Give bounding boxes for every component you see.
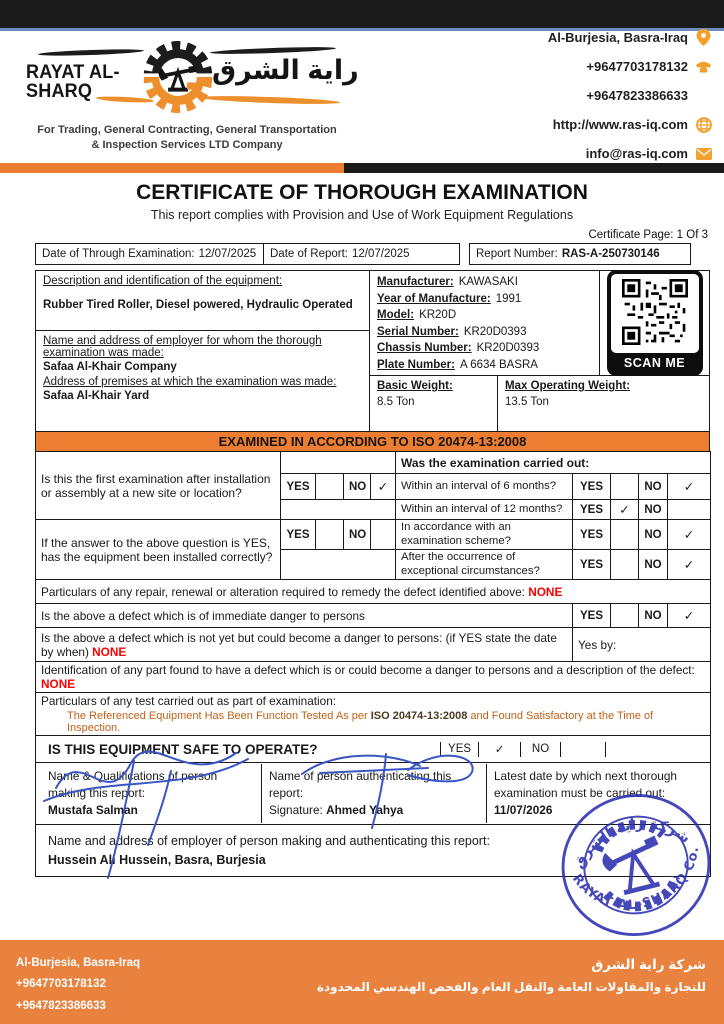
contact-phone-1: +9647703178132 xyxy=(548,52,712,81)
equipment-details xyxy=(35,270,710,432)
logo-swoosh-left xyxy=(38,48,144,57)
employer-premises-cell: Name and address of employer for whom the thorough examination was made: Safaa Al-Khair Company Address of premises at which the examination was made: Safaa Al-Khair Yard xyxy=(43,335,337,402)
examination-scheme: In accordance with an examination scheme? xyxy=(396,520,573,550)
footer-company-tagline-ar: للتجارة والمقاولات العامة والنقل العام والفحص الهندسي المحدودة xyxy=(316,980,706,995)
globe-icon xyxy=(695,116,712,133)
contact-email: info@ras-iq.com xyxy=(548,139,712,168)
interval6-no-checkbox: ✓ xyxy=(668,474,711,500)
scheme-no-checkbox: ✓ xyxy=(668,520,711,550)
scan-me-label: SCAN ME xyxy=(623,356,686,370)
logo-swoosh-orange-right xyxy=(200,95,340,106)
report-number-cell: Report Number: RAS-A-250730146 xyxy=(469,243,691,265)
exceptional-no-checkbox: ✓ xyxy=(668,550,711,580)
q2-no-checkbox xyxy=(371,520,396,550)
footer-contact xyxy=(16,953,140,1024)
contact-address: Al-Burjesia, Basra-Iraq xyxy=(548,23,712,52)
q1-yes-checkbox xyxy=(316,474,344,500)
footer-phone-1: +9647703178132 xyxy=(16,978,106,991)
future-danger-none-value: NONE xyxy=(92,644,127,659)
company-name-ar: راية الشرق xyxy=(212,55,359,85)
safe-to-operate-row: IS THIS EQUIPMENT SAFE TO OPERATE? YES ✓ NO xyxy=(41,742,705,757)
scheme-yes-checkbox xyxy=(611,520,639,550)
danger-no-checkbox: ✓ xyxy=(668,604,711,628)
footer-company xyxy=(317,953,706,1024)
qr-pattern xyxy=(616,279,694,345)
safe-to-operate-question: IS THIS EQUIPMENT SAFE TO OPERATE? xyxy=(48,741,318,757)
exceptional-circumstances: After the occurrence of exceptional circumstances? xyxy=(396,550,573,580)
qr-code xyxy=(607,270,703,376)
danger-yes-checkbox xyxy=(611,604,639,628)
maker-cell: Name & Qualifications of person making this report: Mustafa Salman xyxy=(41,764,261,823)
exceptional-yes-checkbox xyxy=(611,550,639,580)
authenticator-name: Ahmed Yahya xyxy=(326,803,404,818)
header-contact-list xyxy=(548,23,712,168)
logo-swoosh-right xyxy=(210,46,336,55)
stamp-english-text: RAYAT AL-SHARQ Co. xyxy=(569,845,703,914)
envelope-icon xyxy=(695,145,712,162)
repairs-none-value: NONE xyxy=(528,584,563,599)
interval6-yes-checkbox xyxy=(611,474,639,500)
company-name-en: RAYAT AL-SHARQ xyxy=(26,62,120,102)
repairs-row: Particulars of any repair, renewal or alteration required to remedy the defect identified above: NONE xyxy=(36,580,711,604)
max-weight-cell: Max Operating Weight: 13.5 Ton xyxy=(505,380,631,408)
question-first-examination: Is this the first examination after installation or assembly at a new site or location? xyxy=(36,452,281,520)
company-stamp xyxy=(551,788,721,942)
q2-yes-checkbox xyxy=(316,520,344,550)
footer-address: Al-Burjesia, Basra-Iraq xyxy=(16,957,140,969)
svg-text:شركة راية الشرق xyxy=(563,803,695,874)
examination-table: Is this the first examination after installation or assembly at a new site or location? Was the examination carried out: YES NO ✓ Within an interval of 6 months? YES NO ✓ Within an interval of 12 months? YES ✓ NO If the answer to the above question is YES, has the equipment been installed correctly? YES NO In accordance with an examination scheme? YES NO ✓ After the occurrence of exceptional circumstances? YES NO ✓ Particulars of any repair, renewal or alteration required to remedy the defect identified above: NONE Is the above a defect which is of immediate danger to persons YES NO ✓ Is the above a defect which is not yet but could become a danger to persons: (if YES state the date by when) NONE Yes by: Identification of any part found to have a defect which is or could become a danger to persons and a description of the defect: NONE Particulars of any test carried out as part of examination: The Referenced Equipment Has Been Function Tested As per ISO 20474-13:2008 and Found Satisfactory at the Time of Inspection. IS THIS EQUIPMENT SAFE TO OPERATE? YES ✓ NO Name & Qualifications of person making this report: Mustafa Salman Name of person authenticating this report: Signature: Ahmed Yahya Latest date by which next thorough examination must be carried out: 11/07/2026 Name and address of employer of person making and authenticating this report: Hussein Ali Hussein, Basra, Burjesia xyxy=(35,451,711,877)
safe-no-checkbox xyxy=(560,742,605,757)
report-employer-row: Name and address of employer of person making and authenticating this report: Hussein Ali Hussein, Basra, Burjesia xyxy=(41,826,705,874)
manufacturer-details-cell: Manufacturer: KAWASAKI Year of Manufacture: 1991 Model: KR20D Serial Number: KR20D0393 Chassis Number: KR20D0393 Plate Number: A 6634 BASRA xyxy=(370,271,600,375)
qr-code-cell xyxy=(600,271,709,375)
carried-out-header: Was the examination carried out: xyxy=(396,452,711,474)
dates-row xyxy=(35,243,724,265)
certificate-subtitle: This report complies with Provision and Use of Work Equipment Regulations xyxy=(150,208,574,222)
location-pin-icon xyxy=(695,29,712,46)
contact-phone-2: +9647823386633 xyxy=(548,81,712,110)
yes-by-cell: Yes by: xyxy=(573,628,711,662)
phone-icon xyxy=(695,58,712,75)
footer xyxy=(0,940,724,1024)
maker-name: Mustafa Salman xyxy=(48,803,138,818)
test-particulars-row: Particulars of any test carried out as part of examination: The Referenced Equipment Has Been Function Tested As per ISO 20474-13:2008 and Found Satisfactory at the Time of Inspection. xyxy=(36,693,711,736)
report-date-cell: Date of Report: 12/07/2025 xyxy=(263,243,460,265)
certificate-title: CERTIFICATE OF THOROUGH EXAMINATION xyxy=(136,181,588,204)
exam-date-cell: Date of Through Examination: 12/07/2025 xyxy=(35,243,264,265)
footer-phone-2: +9647823386633 xyxy=(16,999,106,1012)
report-employer-name: Hussein Ali Hussein, Basra, Burjesia xyxy=(48,853,266,868)
footer-company-name-ar: شركة راية الشرق xyxy=(591,957,706,972)
identification-row: Identification of any part found to have a defect which is or could become a danger to persons and a description of the defect: NONE xyxy=(36,662,711,693)
future-danger-row: Is the above a defect which is not yet but could become a danger to persons: (if YES state the date by when) NONE xyxy=(36,628,573,662)
safe-yes-checkbox: ✓ xyxy=(478,742,520,757)
immediate-danger-row: Is the above a defect which is of immediate danger to persons xyxy=(36,604,573,628)
question-installed-correctly: If the answer to the above question is YES, has the equipment been installed correctly? xyxy=(36,520,281,580)
test-note: The Referenced Equipment Has Been Function Tested As per ISO 20474-13:2008 and Found Satisfactory at the Time of Inspection. xyxy=(67,710,654,735)
equipment-description-cell: Description and identification of the equipment: Rubber Tired Roller, Diesel powered, Hydraulic Operated xyxy=(36,271,369,331)
next-exam-date: 11/07/2026 xyxy=(494,803,553,818)
certificate-page-label: Certificate Page: 1 Of 3 xyxy=(588,229,708,241)
stamp-arabic-text: شركة راية الشرق xyxy=(571,816,693,872)
header xyxy=(0,31,724,163)
authenticator-cell: Name of person authenticating this report: Signature: Ahmed Yahya xyxy=(261,764,486,823)
stamp-pumpjack-icon xyxy=(599,835,667,896)
interval-12-months: Within an interval of 12 months? xyxy=(396,500,573,520)
company-tagline: For Trading, General Contracting, General Transportation & Inspection Services LTD Company xyxy=(37,124,337,151)
next-exam-cell: Latest date by which next thorough examination must be carried out: 11/07/2026 xyxy=(486,764,705,823)
iso-banner: EXAMINED IN ACCORDING TO ISO 20474-13:2008 xyxy=(35,431,710,452)
interval12-yes-checkbox: ✓ xyxy=(611,500,639,520)
interval-6-months: Within an interval of 6 months? xyxy=(396,474,573,500)
contact-website: http://www.ras-iq.com xyxy=(548,110,712,139)
q1-no-checkbox: ✓ xyxy=(371,474,396,500)
basic-weight-cell: Basic Weight: 8.5 Ton xyxy=(370,376,498,431)
phone2-icon-spacer xyxy=(695,87,712,104)
identification-none-value: NONE xyxy=(41,677,76,692)
company-logo-gear-icon xyxy=(142,31,214,123)
interval12-no-checkbox xyxy=(668,500,711,520)
